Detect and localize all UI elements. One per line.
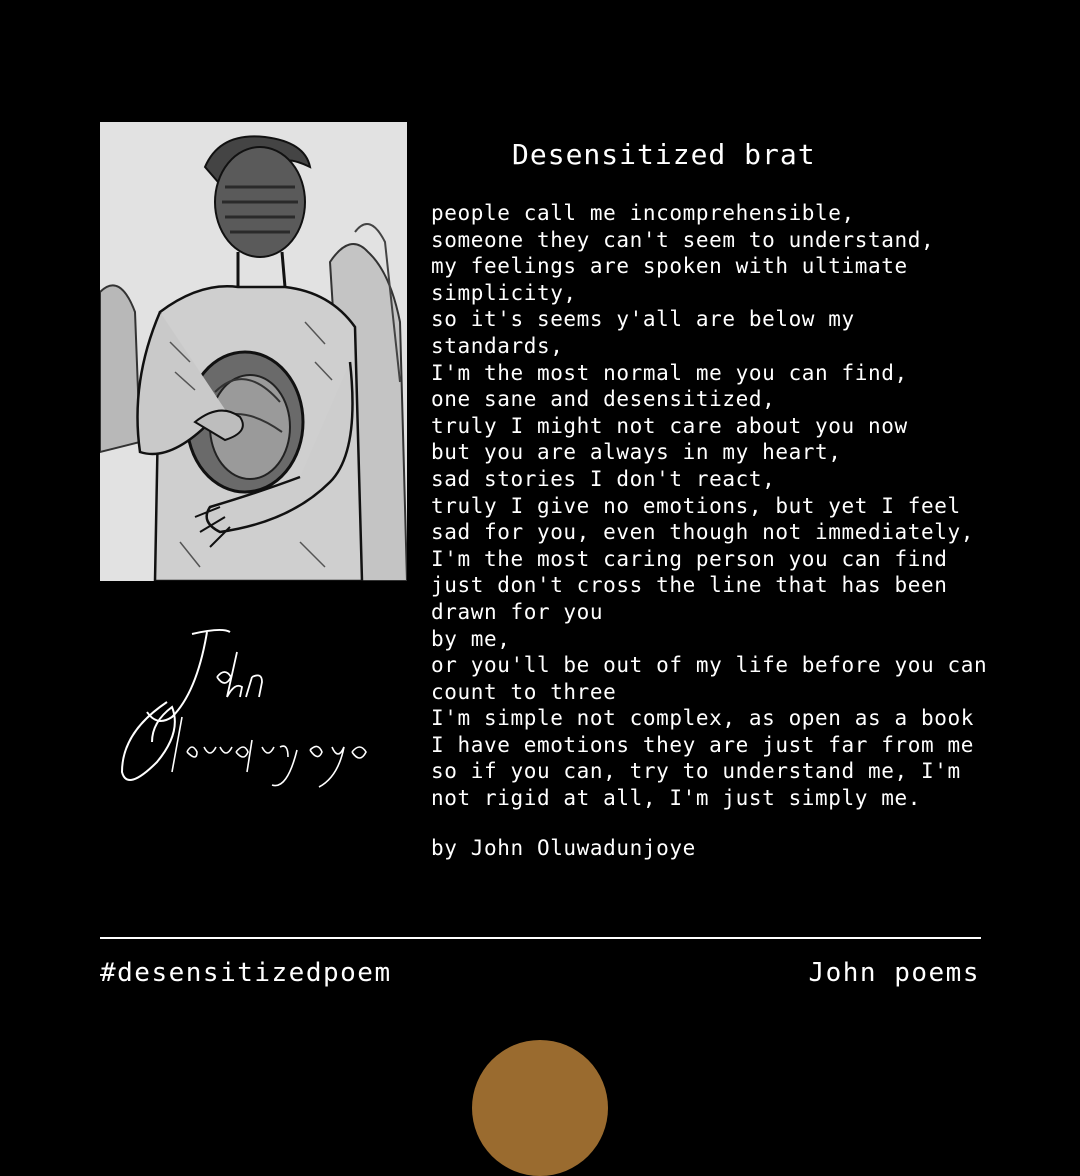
poem-line: so it's seems y'all are below my bbox=[431, 307, 855, 332]
poem-line: standards, bbox=[431, 333, 564, 358]
poem-byline: by John Oluwadunjoye bbox=[431, 836, 696, 860]
poem-line: I have emotions they are just far from me bbox=[431, 732, 974, 757]
poem-line: just don't cross the line that has been bbox=[431, 573, 948, 598]
poem-line: not rigid at all, I'm just simply me. bbox=[431, 786, 921, 811]
poem-line: drawn for you bbox=[431, 599, 604, 624]
poem-line: but you are always in my heart, bbox=[431, 440, 842, 465]
poem-artwork-illustration bbox=[100, 122, 407, 581]
poem-line: people call me incomprehensible, bbox=[431, 201, 855, 225]
poem-line: truly I might not care about you now bbox=[431, 413, 908, 438]
poem-line: or you'll be out of my life before you can bbox=[431, 653, 988, 678]
footer-series-label: John poems bbox=[808, 958, 980, 988]
footer-divider bbox=[100, 937, 981, 939]
poem-line: I'm simple not complex, as open as a book bbox=[431, 706, 974, 731]
poem-line: one sane and desensitized, bbox=[431, 387, 776, 412]
poem-body bbox=[431, 200, 987, 812]
poem-line: so if you can, try to understand me, I'm bbox=[431, 759, 961, 784]
poem-line: by me, bbox=[431, 626, 511, 651]
poem-line: sad for you, even though not immediately, bbox=[431, 520, 974, 545]
poem-line: my feelings are spoken with ultimate bbox=[431, 254, 908, 279]
poem-line: someone they can't seem to understand, bbox=[431, 227, 935, 252]
poem-line: simplicity, bbox=[431, 280, 577, 305]
footer-hashtag: #desensitizedpoem bbox=[100, 958, 392, 988]
poem-title: Desensitized brat bbox=[512, 138, 816, 171]
author-signature bbox=[112, 622, 382, 797]
accent-circle bbox=[472, 1040, 608, 1176]
poem-line: sad stories I don't react, bbox=[431, 466, 776, 491]
poem-line: count to three bbox=[431, 679, 617, 704]
poem-line: I'm the most caring person you can find bbox=[431, 546, 948, 571]
poem-line: truly I give no emotions, but yet I feel bbox=[431, 493, 961, 518]
poem-line: I'm the most normal me you can find, bbox=[431, 360, 908, 385]
